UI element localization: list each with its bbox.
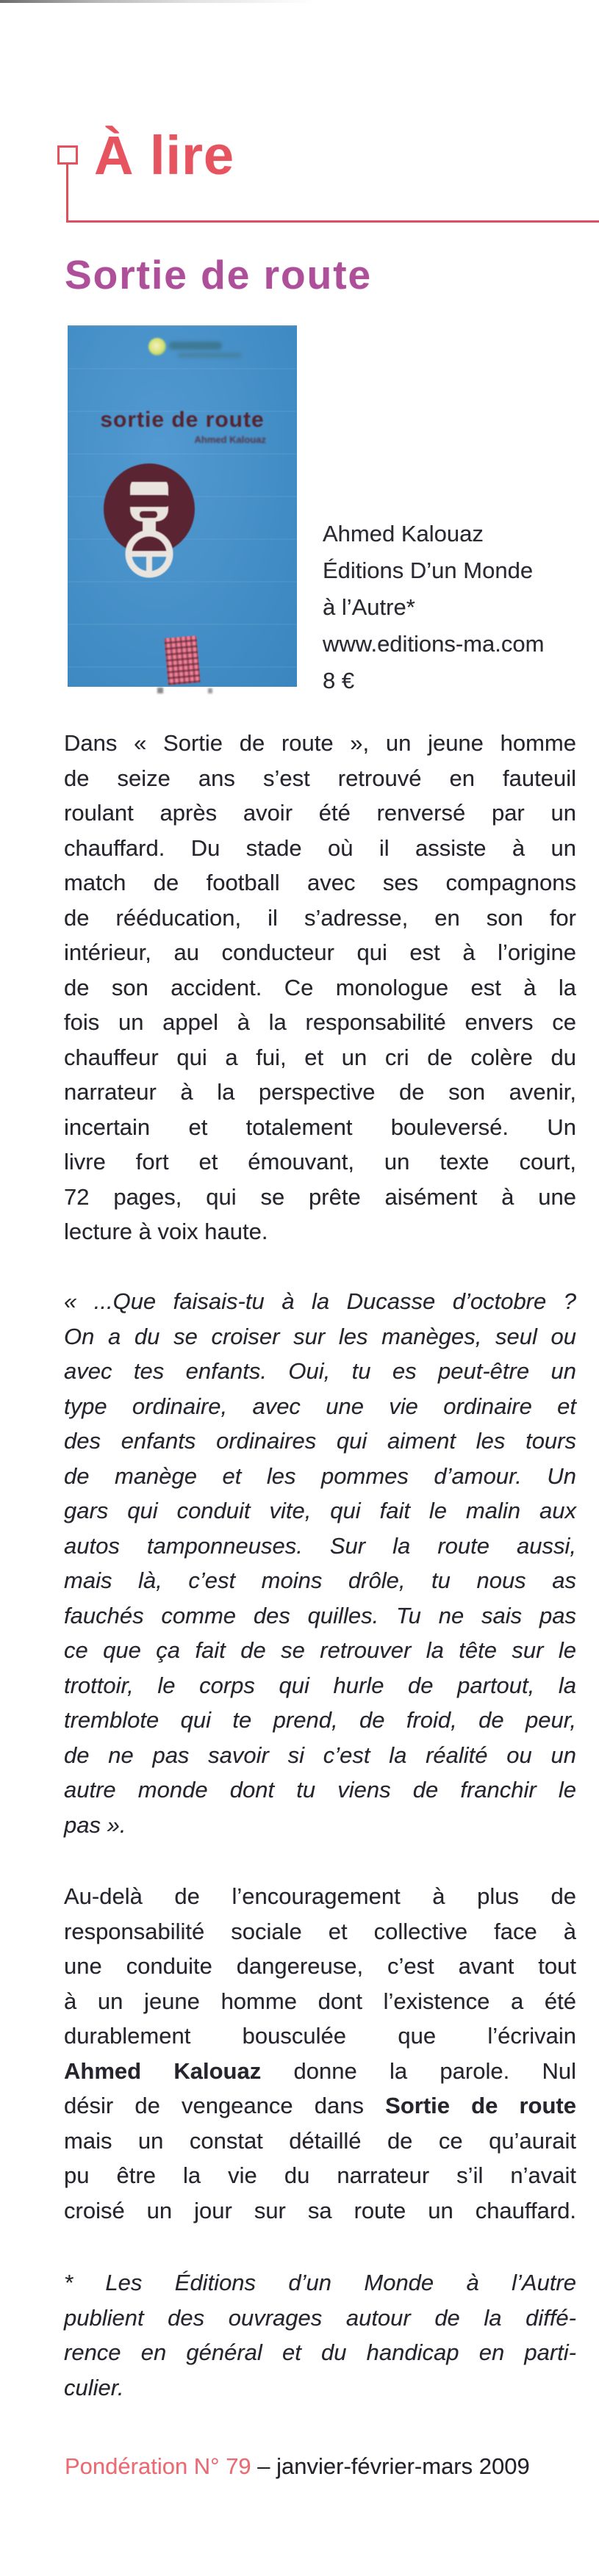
text-line: pas ». bbox=[64, 1811, 126, 1838]
magazine-name: Pondération N° 79 bbox=[65, 2453, 251, 2479]
text-line: type ordinaire, avec une vie ordinaire et bbox=[64, 1393, 576, 1419]
cover-title: sortie de route bbox=[100, 408, 265, 432]
text-line: match de football avec ses compagnons bbox=[64, 870, 576, 895]
scan-artifact-line bbox=[0, 0, 316, 3]
text-line: livre fort et émouvant, un texte court, bbox=[64, 1149, 576, 1175]
section-title: À lire bbox=[94, 125, 235, 186]
paragraph-quote bbox=[64, 1284, 576, 1842]
paragraph-summary bbox=[64, 726, 576, 1249]
info-line: www.editions-ma.com bbox=[323, 631, 545, 657]
header-horizontal-rule bbox=[66, 220, 599, 223]
text-line: des enfants ordinaires qui aiment les tours bbox=[64, 1428, 576, 1454]
text-line: intérieur, au conducteur qui est à l’origine bbox=[64, 939, 576, 965]
text-line: de manège et les pommes d’amour. Un bbox=[64, 1462, 576, 1489]
text-line: publient des ouvrages autour de la diffé- bbox=[64, 2304, 576, 2331]
text-line: une conduite dangereuse, c’est avant tout bbox=[64, 1953, 576, 1979]
text-line: 72 pages, qui se prête aisément à une bbox=[64, 1183, 576, 1210]
text-line: trottoir, le corps qui hurle de partout, la bbox=[64, 1672, 576, 1698]
text-line: responsabilité sociale et collective face à bbox=[64, 1918, 576, 1944]
book-cover bbox=[68, 325, 297, 687]
text-line: autos tamponneuses. Sur la route aussi, bbox=[64, 1532, 576, 1559]
text-line: culier. bbox=[64, 2374, 124, 2400]
scan-speck bbox=[208, 688, 212, 693]
text-line: chauffard. Du stade où il assiste à un bbox=[64, 834, 576, 861]
text-line: de seize ans s’est retrouvé en fauteuil bbox=[64, 765, 576, 791]
text-line: mais là, c’est moins drôle, tu nous as bbox=[64, 1567, 576, 1593]
text-line: tremblote qui te prend, de froid, de peur, bbox=[64, 1707, 576, 1733]
text-line: * Les Éditions d’un Monde à l’Autre bbox=[64, 2270, 576, 2295]
text-line: pu être la vie du narrateur s’il n’avait bbox=[64, 2162, 576, 2188]
driver-illustration bbox=[98, 461, 201, 601]
text-line: autre monde dont tu viens de franchir le bbox=[64, 1777, 576, 1803]
article-title: Sortie de route bbox=[65, 252, 373, 297]
text-segment: donne la parole. Nul bbox=[261, 2057, 577, 2084]
text-line: rence en général et du handicap en parti- bbox=[64, 2339, 576, 2365]
issue-date: – janvier-février-mars 2009 bbox=[251, 2453, 530, 2479]
bold-text-segment: Ahmed Kalouaz bbox=[64, 2057, 262, 2084]
paragraph-footnote bbox=[64, 2265, 576, 2405]
publisher-logo-icon bbox=[148, 338, 166, 356]
text-line: gars qui conduit vite, qui fait le malin aux bbox=[64, 1498, 576, 1523]
text-line: fois un appel à la responsabilité envers ce bbox=[64, 1009, 576, 1035]
text-line: lecture à voix haute. bbox=[64, 1219, 268, 1244]
publisher-logo-text-smudge bbox=[178, 353, 241, 358]
header-vertical-rule bbox=[66, 162, 68, 222]
text-line: chauffeur qui a fui, et un cri de colère du bbox=[64, 1044, 576, 1070]
info-line: Éditions D’un Monde bbox=[323, 558, 534, 583]
text-line bbox=[64, 2054, 576, 2089]
bold-text-segment: Sortie de route bbox=[385, 2093, 576, 2118]
publisher-stamp bbox=[164, 635, 200, 685]
text-line: mais un constat détaillé de ce qu’aurait bbox=[64, 2127, 576, 2154]
info-line: Ahmed Kalouaz bbox=[323, 521, 484, 546]
page-footer bbox=[65, 2452, 594, 2481]
text-line: Au-delà de l’encouragement à plus de bbox=[64, 1883, 576, 1909]
info-line: à l’Autre* bbox=[323, 594, 415, 620]
text-line: On a du se croiser sur les manèges, seul ou bbox=[64, 1323, 576, 1349]
text-line: durablement bousculée que l’écrivain bbox=[64, 2023, 576, 2049]
text-line: Dans « Sortie de route », un jeune homme bbox=[64, 730, 576, 756]
text-line: fauchés comme des quilles. Tu ne sais pas bbox=[64, 1602, 576, 1628]
text-line: avec tes enfants. Oui, tu es peut-être un bbox=[64, 1358, 576, 1384]
text-line: à un jeune homme dont l’existence a été bbox=[64, 1988, 576, 2014]
text-line bbox=[64, 2088, 576, 2124]
cover-author: Ahmed Kalouaz bbox=[194, 434, 266, 445]
paragraph-commentary bbox=[64, 1879, 576, 2228]
text-line: ce que ça fait de se retrouver la tête sur le bbox=[64, 1637, 576, 1663]
text-line: roulant après avoir été renversé par un bbox=[64, 800, 576, 826]
text-line: croisé un jour sur sa route un chauffard. bbox=[64, 2197, 576, 2223]
text-line: « ...Que faisais-tu à la Ducasse d’octobre ? bbox=[64, 1288, 576, 1314]
text-line: incertain et totalement bouleversé. Un bbox=[64, 1114, 576, 1140]
text-line: de son accident. Ce monologue est à la bbox=[64, 974, 576, 1000]
book-info bbox=[323, 516, 587, 699]
text-line: de ne pas savoir si c’est la réalité ou un bbox=[64, 1742, 576, 1768]
text-line: de rééducation, il s’adresse, en son for bbox=[64, 904, 576, 931]
scan-speck bbox=[157, 688, 163, 693]
publisher-logo-text-smudge bbox=[169, 342, 222, 350]
info-line: 8 € bbox=[323, 668, 355, 693]
text-line: narrateur à la perspective de son avenir, bbox=[64, 1079, 576, 1105]
text-segment: désir de vengeance dans bbox=[64, 2093, 386, 2118]
